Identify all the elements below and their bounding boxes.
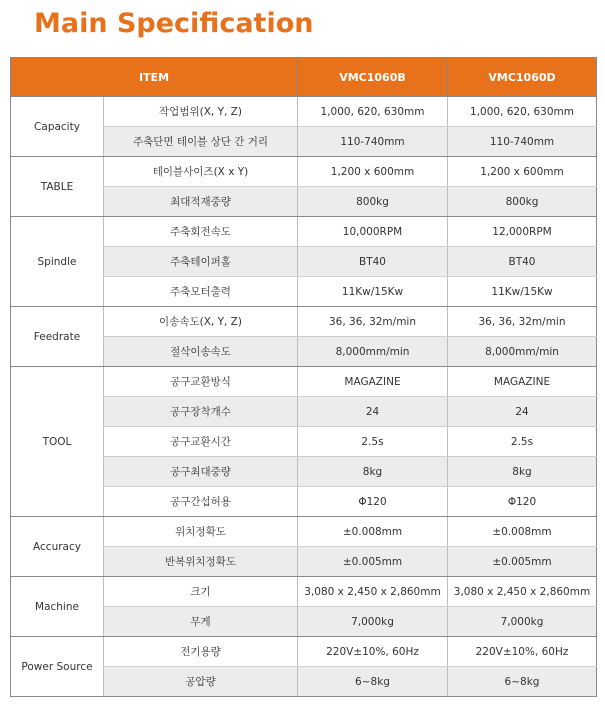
category-cell: Accuracy — [11, 517, 104, 577]
model-b-value: 2.5s — [298, 427, 448, 457]
model-b-value: Φ120 — [298, 487, 448, 517]
model-d-value: 1,000, 620, 630mm — [448, 97, 597, 127]
category-cell: Capacity — [11, 97, 104, 157]
spec-item-cell: 이송속도(X, Y, Z) — [104, 307, 298, 337]
model-b-value: 1,200 x 600mm — [298, 157, 448, 187]
model-b-value: 220V±10%, 60Hz — [298, 637, 448, 667]
spec-item-cell: 절삭이송속도 — [104, 337, 298, 367]
table-row — [11, 367, 597, 397]
spec-item-cell: 작업범위(X, Y, Z) — [104, 97, 298, 127]
model-d-value: 2.5s — [448, 427, 597, 457]
model-b-value: 110-740mm — [298, 127, 448, 157]
model-b-value: 6~8kg — [298, 667, 448, 697]
model-d-value: 11Kw/15Kw — [448, 277, 597, 307]
model-b-value: 36, 36, 32m/min — [298, 307, 448, 337]
category-cell: Feedrate — [11, 307, 104, 367]
spec-item-cell: 공구간섭허용 — [104, 487, 298, 517]
table-row — [11, 307, 597, 337]
model-b-value: 10,000RPM — [298, 217, 448, 247]
table-row — [11, 577, 597, 607]
model-d-value: 800kg — [448, 187, 597, 217]
model-d-value: 6~8kg — [448, 667, 597, 697]
model-b-value: 11Kw/15Kw — [298, 277, 448, 307]
model-d-value: 110-740mm — [448, 127, 597, 157]
page-title: Main Specification — [34, 8, 314, 39]
model-b-value: ±0.005mm — [298, 547, 448, 577]
model-b-value: ±0.008mm — [298, 517, 448, 547]
spec-item-cell: 테이블사이즈(X x Y) — [104, 157, 298, 187]
spec-item-cell: 크기 — [104, 577, 298, 607]
header-model-d: VMC1060D — [448, 58, 597, 97]
spec-item-cell: 반복위치정확도 — [104, 547, 298, 577]
header-item: ITEM — [11, 58, 298, 97]
table-row — [11, 517, 597, 547]
header-model-b: VMC1060B — [298, 58, 448, 97]
spec-item-cell: 주축회전속도 — [104, 217, 298, 247]
model-b-value: 8,000mm/min — [298, 337, 448, 367]
model-d-value: 36, 36, 32m/min — [448, 307, 597, 337]
model-b-value: BT40 — [298, 247, 448, 277]
model-d-value: BT40 — [448, 247, 597, 277]
model-d-value: MAGAZINE — [448, 367, 597, 397]
model-d-value: Φ120 — [448, 487, 597, 517]
model-d-value: 8kg — [448, 457, 597, 487]
spec-item-cell: 주축테이퍼홀 — [104, 247, 298, 277]
model-b-value: 800kg — [298, 187, 448, 217]
model-d-value: 1,200 x 600mm — [448, 157, 597, 187]
spec-item-cell: 공구장착개수 — [104, 397, 298, 427]
model-d-value: 7,000kg — [448, 607, 597, 637]
model-b-value: 7,000kg — [298, 607, 448, 637]
spec-item-cell: 위치정확도 — [104, 517, 298, 547]
category-cell: TABLE — [11, 157, 104, 217]
category-cell: Machine — [11, 577, 104, 637]
table-row — [11, 157, 597, 187]
model-b-value: 3,080 x 2,450 x 2,860mm — [298, 577, 448, 607]
category-cell: Spindle — [11, 217, 104, 307]
spec-item-cell: 공압량 — [104, 667, 298, 697]
model-d-value: 8,000mm/min — [448, 337, 597, 367]
spec-item-cell: 무게 — [104, 607, 298, 637]
model-b-value: 8kg — [298, 457, 448, 487]
spec-item-cell: 주축모터출력 — [104, 277, 298, 307]
table-row — [11, 637, 597, 667]
category-cell: TOOL — [11, 367, 104, 517]
spec-item-cell: 전기용량 — [104, 637, 298, 667]
model-d-value: ±0.008mm — [448, 517, 597, 547]
spec-item-cell: 최대적재중량 — [104, 187, 298, 217]
model-b-value: MAGAZINE — [298, 367, 448, 397]
model-b-value: 1,000, 620, 630mm — [298, 97, 448, 127]
spec-table-body — [11, 97, 597, 697]
model-d-value: 24 — [448, 397, 597, 427]
model-d-value: 3,080 x 2,450 x 2,860mm — [448, 577, 597, 607]
spec-table — [10, 57, 597, 697]
model-d-value: 12,000RPM — [448, 217, 597, 247]
table-row — [11, 97, 597, 127]
model-d-value: ±0.005mm — [448, 547, 597, 577]
spec-item-cell: 주축단면 테이블 상단 간 거리 — [104, 127, 298, 157]
spec-item-cell: 공구최대중량 — [104, 457, 298, 487]
category-cell: Power Source — [11, 637, 104, 697]
model-b-value: 24 — [298, 397, 448, 427]
table-row — [11, 217, 597, 247]
table-header-row — [11, 58, 597, 97]
model-d-value: 220V±10%, 60Hz — [448, 637, 597, 667]
spec-item-cell: 공구교환시간 — [104, 427, 298, 457]
spec-item-cell: 공구교환방식 — [104, 367, 298, 397]
